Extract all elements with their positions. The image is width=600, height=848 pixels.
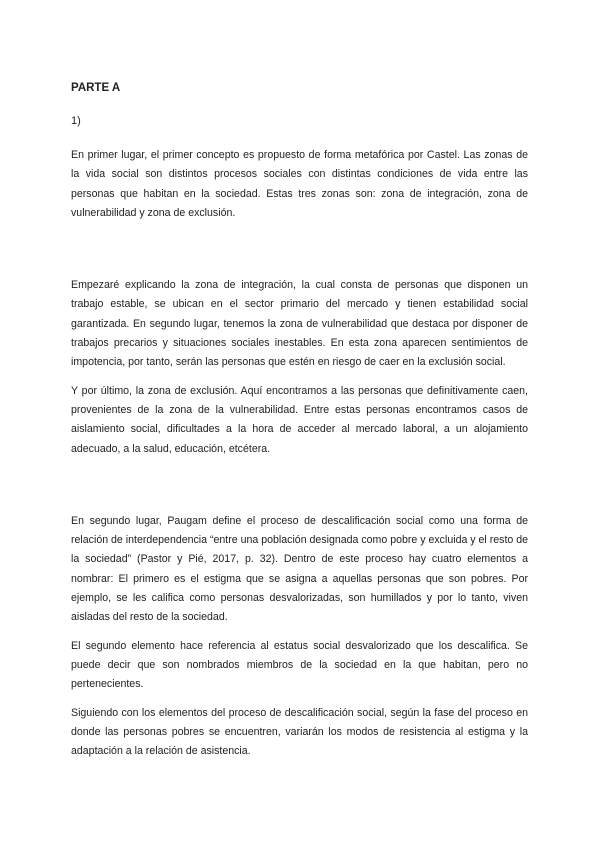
- paragraph-resistance-adaptation: Siguiendo con los elementos del proceso de descalificación social, según la fase del proceso en donde las personas pobres se encuentren, variarán los modos de resistencia al estigma y la adaptación a la relación de asistencia.: [71, 706, 528, 758]
- section-heading: PARTE A: [71, 82, 121, 94]
- document-body: [71, 80, 528, 761]
- paragraph-exclusion-zone: Y por último, la zona de exclusión. Aquí encontramos a las personas que definitivamente caen, provenientes de la zona de la vulnerabilidad. Entre estas personas encontramos casos de aislamiento social, dificultades a la hora de acceder al mercado laboral, a un alojamiento adecuado, a la salud, educación, etcétera.: [71, 384, 528, 455]
- question-number: 1): [71, 115, 81, 127]
- paragraph-integration-vulnerability: Empezaré explicando la zona de integración, la cual consta de personas que disponen un trabajo estable, se ubican en el sector primario del mercado y tienen estabilidad social garantizada. En segundo lugar, tenemos la zona de vulnerabilidad que destaca por disponer de trabajos precarios y situaciones sociales inestables. En esta zona aparecen sentimientos de impotencia, por tanto, serán las personas que estén en riesgo de caer en la exclusión social.: [71, 279, 528, 369]
- paragraph-paugam-descalification: En segundo lugar, Paugam define el proceso de descalificación social como una forma de relación de interdependencia “entre una población designada como pobre y excluida y el resto de la sociedad” (Pastor y Pié, 2017, p. 32). Dentro de este proceso hay cuatro elementos a nombrar: El primero es el estigma que se asigna a aquellas personas que son pobres. Por ejemplo, se les califica como personas desvalorizadas, son humillados y por lo tanto, viven aisladas del resto de la sociedad.: [71, 514, 529, 624]
- paragraph-castel-zones: En primer lugar, el primer concepto es propuesto de forma metafórica por Castel. Las zonas de la vida social son distintos procesos sociales con distintas condiciones de vida entre las personas que habitan en la sociedad. Estas tres zonas son: zona de integración, zona de vulnerabilidad y zona de exclusión.: [71, 149, 528, 219]
- paragraph-second-element: El segundo elemento hace referencia al estatus social desvalorizado que los descalifica. Se puede decir que son nombrados miembros de la sociedad en la que habitan, pero no pertenecientes.: [71, 639, 528, 691]
